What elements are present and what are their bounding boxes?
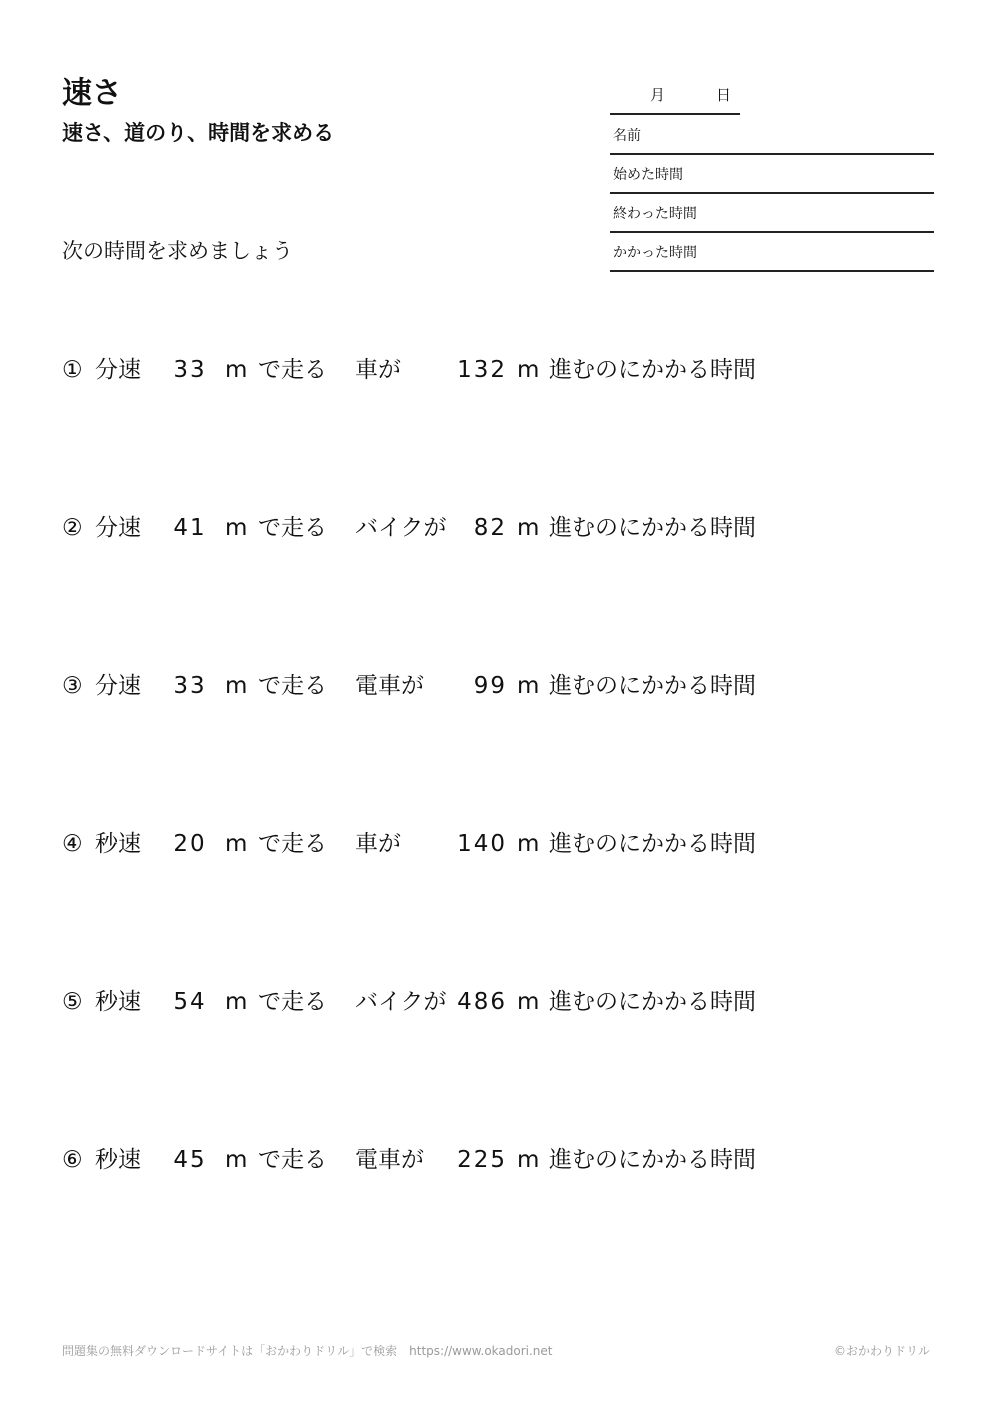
problem-number: ② <box>62 515 83 541</box>
name-label: 名前 <box>613 128 641 144</box>
instruction-text: 次の時間を求めましょう <box>62 239 293 263</box>
speed-unit: m <box>225 357 248 383</box>
question-text: 進むのにかかる時間 <box>549 989 756 1015</box>
problem-2 <box>62 508 822 548</box>
distance-value: 225 <box>457 1147 507 1173</box>
question-text: 進むのにかかる時間 <box>549 831 756 857</box>
end-time-field <box>610 193 934 233</box>
speed-value: 54 <box>173 989 207 1015</box>
page-subtitle: 速さ、道のり、時間を求める <box>62 121 335 145</box>
vehicle-text: 車が <box>355 831 401 857</box>
distance-value: 132 <box>457 357 507 383</box>
distance-unit: m <box>517 673 540 699</box>
run-text: で走る <box>258 831 327 857</box>
question-text: 進むのにかかる時間 <box>549 673 756 699</box>
speed-value: 20 <box>173 831 207 857</box>
run-text: で走る <box>258 673 327 699</box>
speed-kind: 秒速 <box>95 831 141 857</box>
elapsed-time-field <box>610 232 934 272</box>
vehicle-text: バイクが <box>355 989 447 1015</box>
problem-number: ③ <box>62 673 83 699</box>
run-text: で走る <box>258 989 327 1015</box>
run-text: で走る <box>258 1147 327 1173</box>
speed-kind: 分速 <box>95 357 141 383</box>
distance-unit: m <box>517 515 540 541</box>
day-label: 日 <box>716 86 732 104</box>
problem-number: ⑤ <box>62 989 83 1015</box>
speed-value: 33 <box>173 357 207 383</box>
speed-kind: 秒速 <box>95 1147 141 1173</box>
question-text: 進むのにかかる時間 <box>549 515 756 541</box>
distance-unit: m <box>517 831 540 857</box>
problem-number: ④ <box>62 831 83 857</box>
speed-kind: 分速 <box>95 515 141 541</box>
problem-5 <box>62 982 822 1022</box>
vehicle-text: 車が <box>355 357 401 383</box>
problem-3 <box>62 666 822 706</box>
speed-unit: m <box>225 1147 248 1173</box>
month-label: 月 <box>650 86 666 104</box>
distance-value: 486 <box>457 989 507 1015</box>
problem-1 <box>62 350 822 390</box>
start-time-label: 始めた時間 <box>613 167 683 183</box>
footer-copyright: ©おかわりドリル <box>833 1344 930 1358</box>
distance-unit: m <box>517 357 540 383</box>
vehicle-text: バイクが <box>355 515 447 541</box>
run-text: で走る <box>258 357 327 383</box>
question-text: 進むのにかかる時間 <box>549 1147 756 1173</box>
problem-6 <box>62 1140 822 1180</box>
name-field <box>610 115 934 155</box>
speed-kind: 秒速 <box>95 989 141 1015</box>
footer-site-text: 問題集の無料ダウンロードサイトは「おかわりドリル」で検索 https://www.okadori.net <box>62 1344 553 1358</box>
speed-kind: 分速 <box>95 673 141 699</box>
date-field <box>610 80 740 115</box>
distance-unit: m <box>517 989 540 1015</box>
vehicle-text: 電車が <box>355 673 424 699</box>
distance-value: 99 <box>473 673 507 699</box>
question-text: 進むのにかかる時間 <box>549 357 756 383</box>
elapsed-time-label: かかった時間 <box>613 245 697 261</box>
speed-unit: m <box>225 831 248 857</box>
distance-value: 140 <box>457 831 507 857</box>
run-text: で走る <box>258 515 327 541</box>
start-time-field <box>610 154 934 194</box>
distance-unit: m <box>517 1147 540 1173</box>
speed-value: 41 <box>173 515 207 541</box>
distance-value: 82 <box>473 515 507 541</box>
speed-value: 33 <box>173 673 207 699</box>
page-title: 速さ <box>62 76 122 111</box>
speed-unit: m <box>225 673 248 699</box>
speed-unit: m <box>225 515 248 541</box>
problem-number: ① <box>62 357 83 383</box>
vehicle-text: 電車が <box>355 1147 424 1173</box>
problem-4 <box>62 824 822 864</box>
problem-number: ⑥ <box>62 1147 83 1173</box>
speed-value: 45 <box>173 1147 207 1173</box>
end-time-label: 終わった時間 <box>613 206 697 222</box>
speed-unit: m <box>225 989 248 1015</box>
